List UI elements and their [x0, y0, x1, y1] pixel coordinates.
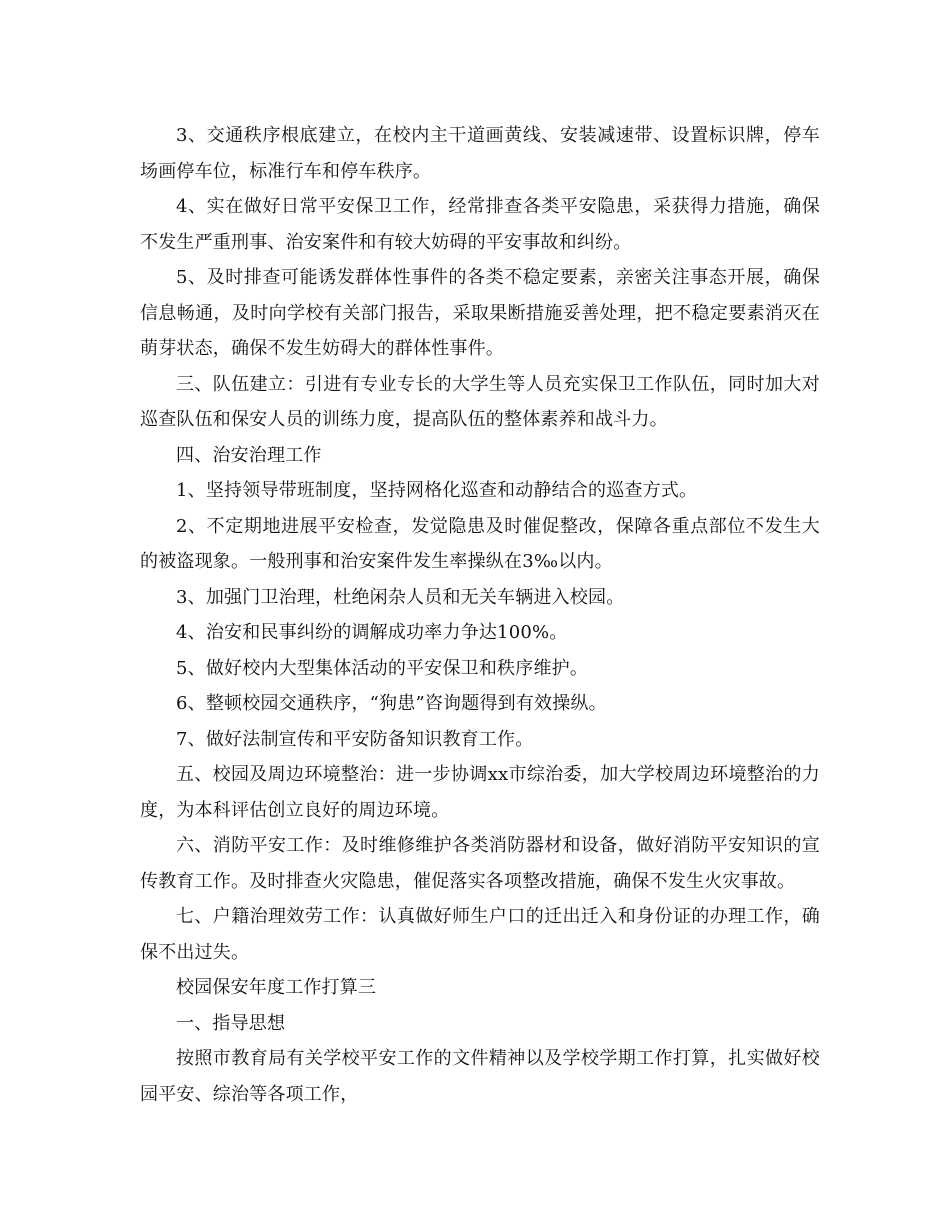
paragraph-guiding-ideology: 按照市教育局有关学校平安工作的文件精神以及学校学期工作打算，扎实做好校园平安、综治等各项工作，: [140, 1048, 820, 1105]
paragraph-household-registration: 七、户籍治理效劳工作：认真做好师生户口的迁出迁入和身份证的办理工作，确保不出过失。: [140, 906, 820, 963]
paragraph-team-building: 三、队伍建立：引进有专业专长的大学生等人员充实保卫工作队伍，同时加大对巡查队伍和保安人员的训练力度，提高队伍的整体素养和战斗力。: [140, 373, 820, 430]
paragraph-large-events: 5、做好校内大型集体活动的平安保卫和秩序维护。: [176, 657, 589, 679]
paragraph-traffic-order: 3、交通秩序根底建立，在校内主干道画黄线、安装减速带、设置标识牌，停车场画停车位，标准行车和停车秩序。: [140, 125, 820, 182]
paragraph-leader-shift: 1、坚持领导带班制度，坚持网格化巡查和动静结合的巡查方式。: [176, 480, 698, 501]
heading-public-order: 四、治安治理工作: [176, 444, 322, 466]
document-body: [140, 118, 820, 1112]
paragraph-legal-education: 7、做好法制宣传和平安防备知识教育工作。: [176, 728, 534, 750]
heading-guiding-ideology: 一、指导思想: [176, 1012, 286, 1034]
paragraph-mediation: 4、治安和民事纠纷的调解成功率力争达100%。: [176, 622, 568, 643]
paragraph-safety-inspection: 2、不定期地进展平安检查，发觉隐患及时催促整改，保障各重点部位不发生大的被盗现象。一般刑事和治安案件发生率操纵在3‰以内。: [140, 515, 820, 572]
paragraph-campus-traffic: 6、整顿校园交通秩序，“狗患”咨询题得到有效操纵。: [176, 693, 607, 714]
paragraph-surrounding-environment: 五、校园及周边环境整治：进一步协调xx市综治委，加大学校周边环境整治的力度，为本科评估创立良好的周边环境。: [140, 764, 820, 821]
paragraph-gate-management: 3、加强门卫治理，杜绝闲杂人员和无关车辆进入校园。: [176, 586, 625, 608]
paragraph-fire-safety: 六、消防平安工作：及时维修维护各类消防器材和设备，做好消防平安知识的宣传教育工作。及时排查火灾隐患，催促落实各项整改措施，确保不发生火灾事故。: [140, 835, 820, 892]
paragraph-daily-security: 4、实在做好日常平安保卫工作，经常排查各类平安隐患，采获得力措施，确保不发生严重刑事、治安案件和有较大妨碍的平安事故和纠纷。: [140, 196, 820, 253]
section-title: 校园保安年度工作打算三: [176, 977, 377, 998]
paragraph-instability-factors: 5、及时排查可能诱发群体性事件的各类不稳定要素，亲密关注事态开展，确保信息畅通，及时向学校有关部门报告，采取果断措施妥善处理，把不稳定要素消灭在萌芽状态，确保不发生妨碍大的群体性事件。: [140, 267, 820, 359]
